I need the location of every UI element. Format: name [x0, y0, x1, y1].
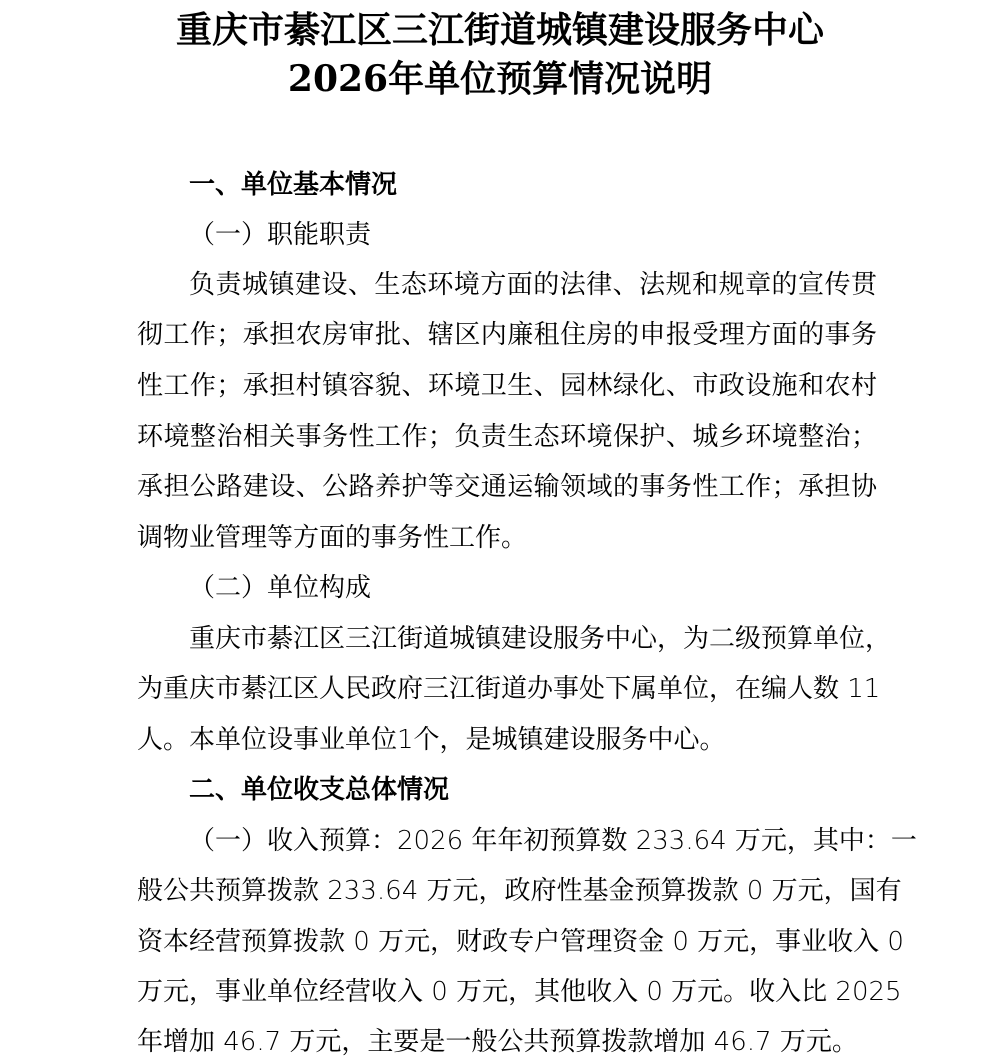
paragraph-line: 人。本单位设事业单位1个，是城镇建设服务中心。 — [137, 725, 726, 755]
paragraph-line: 年增加 46.7 万元，主要是一般公共预算拨款增加 46.7 万元。 — [137, 1027, 858, 1057]
section2-heading: 二、单位收支总体情况 — [189, 775, 450, 805]
document-title-line2: 2026年单位预算情况说明 — [287, 58, 713, 100]
paragraph-line: 性工作；承担村镇容貌、环境卫生、园林绿化、市政设施和农村 — [137, 371, 877, 401]
section1-sub2-heading: （二）单位构成 — [189, 573, 372, 603]
paragraph-line: 调物业管理等方面的事务性工作。 — [137, 523, 528, 553]
paragraph-line: 般公共预算拨款 233.64 万元，政府性基金预算拨款 0 万元，国有 — [137, 876, 902, 906]
paragraph-line: 负责城镇建设、生态环境方面的法律、法规和规章的宣传贯 — [189, 270, 877, 300]
section1-heading: 一、单位基本情况 — [189, 170, 398, 200]
paragraph-line: 环境整治相关事务性工作；负责生态环境保护、城乡环境整治； — [137, 422, 877, 452]
paragraph-line: （一）收入预算：2026 年年初预算数 233.64 万元，其中：一 — [189, 826, 917, 856]
paragraph-line: 重庆市綦江区三江街道城镇建设服务中心，为二级预算单位， — [189, 624, 892, 654]
paragraph-line: 为重庆市綦江区人民政府三江街道办事处下属单位，在编人数 11 — [137, 674, 881, 704]
section1-sub1-heading: （一）职能职责 — [189, 220, 372, 250]
paragraph-line: 万元，事业单位经营收入 0 万元，其他收入 0 万元。收入比 2025 — [137, 977, 902, 1007]
paragraph-line: 承担公路建设、公路养护等交通运输领域的事务性工作；承担协 — [137, 472, 877, 502]
paragraph-line: 资本经营预算拨款 0 万元，财政专户管理资金 0 万元，事业收入 0 — [137, 927, 904, 957]
paragraph-line: 彻工作；承担农房审批、辖区内廉租住房的申报受理方面的事务 — [137, 320, 877, 350]
document-title-line1: 重庆市綦江区三江街道城镇建设服务中心 — [175, 9, 824, 51]
